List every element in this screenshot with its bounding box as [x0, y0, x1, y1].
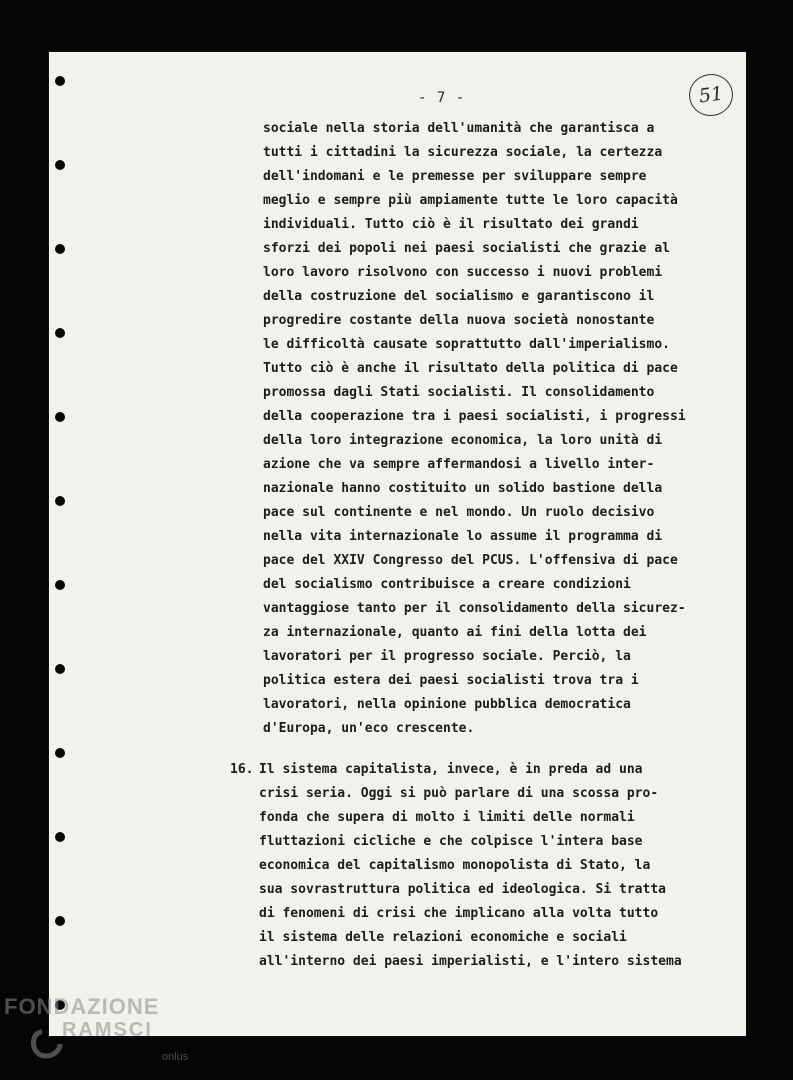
text-line: lavoratori per il progresso sociale. Perciò, la — [263, 649, 631, 664]
text-line: all'interno dei paesi imperialisti, e l'intero sistema — [259, 954, 682, 969]
binder-hole — [55, 328, 65, 338]
text-line: loro lavoro risolvono con successo i nuovi problemi — [263, 265, 663, 280]
text-line: di fenomeni di crisi che implicano alla volta tutto — [259, 906, 659, 921]
text-line: sociale nella storia dell'umanità che garantisca a — [263, 121, 655, 136]
text-line: fluttazioni cicliche e che colpisce l'intera base — [259, 834, 643, 849]
archive-stamp: 51 — [686, 71, 735, 119]
text-line: economica del capitalismo monopolista di Stato, la — [259, 858, 651, 873]
binder-hole — [55, 244, 65, 254]
binder-hole — [55, 832, 65, 842]
binder-hole — [55, 580, 65, 590]
text-line: della loro integrazione economica, la loro unità di — [263, 433, 663, 448]
binder-hole — [55, 916, 65, 926]
text-line: lavoratori, nella opinione pubblica democratica — [263, 697, 631, 712]
binder-hole — [55, 748, 65, 758]
text-line: il sistema delle relazioni economiche e sociali — [259, 930, 627, 945]
page-number: - 7 - — [418, 90, 466, 106]
svg-text:RAMSCI: RAMSCI — [62, 1019, 153, 1041]
text-line: sua sovrastruttura politica ed ideologica. Si tratta — [259, 882, 666, 897]
text-line: crisi seria. Oggi si può parlare di una scossa pro- — [259, 786, 659, 801]
text-line: d'Europa, un'eco crescente. — [263, 721, 475, 736]
text-line: promossa dagli Stati socialisti. Il consolidamento — [263, 385, 655, 400]
text-line: vantaggiose tanto per il consolidamento della sicurez- — [263, 601, 686, 616]
text-line: individuali. Tutto ciò è il risultato dei grandi — [263, 217, 639, 232]
binder-hole — [55, 76, 65, 86]
text-line: Il sistema capitalista, invece, è in preda ad una — [259, 762, 643, 777]
binder-hole — [55, 496, 65, 506]
text-line: nazionale hanno costituito un solido bastione della — [263, 481, 663, 496]
text-line: fonda che supera di molto i limiti delle normali — [259, 810, 635, 825]
svg-text:onlus: onlus — [162, 1051, 189, 1063]
text-line: pace del XXIV Congresso del PCUS. L'offensiva di pace — [263, 553, 678, 568]
binder-hole — [55, 160, 65, 170]
text-line: azione che va sempre affermandosi a livello inter- — [263, 457, 655, 472]
text-line: Tutto ciò è anche il risultato della politica di pace — [263, 361, 678, 376]
text-line: politica estera dei paesi socialisti trova tra i — [263, 673, 639, 688]
svg-text:FONDAZIONE: FONDAZIONE — [4, 994, 160, 1019]
paragraph-number: 16. — [230, 762, 254, 777]
text-line: tutti i cittadini la sicurezza sociale, la certezza — [263, 145, 663, 160]
text-line: dell'indomani e le premesse per sviluppare sempre — [263, 169, 647, 184]
fondazione-gramsci-watermark — [2, 994, 202, 1074]
text-line: della cooperazione tra i paesi socialisti, i progressi — [263, 409, 686, 424]
text-line: za internazionale, quanto ai fini della lotta dei — [263, 625, 647, 640]
text-line: progredire costante della nuova società nonostante — [263, 313, 655, 328]
text-line: della costruzione del socialismo e garantiscono il — [263, 289, 655, 304]
text-line: pace sul continente e nel mondo. Un ruolo decisivo — [263, 505, 655, 520]
text-line: del socialismo contribuisce a creare condizioni — [263, 577, 631, 592]
binder-hole — [55, 412, 65, 422]
text-line: le difficoltà causate soprattutto dall'imperialismo. — [263, 337, 670, 352]
text-line: sforzi dei popoli nei paesi socialisti che grazie al — [263, 241, 670, 256]
binder-hole — [55, 664, 65, 674]
text-line: meglio e sempre più ampiamente tutte le loro capacità — [263, 193, 678, 208]
text-line: nella vita internazionale lo assume il programma di — [263, 529, 663, 544]
